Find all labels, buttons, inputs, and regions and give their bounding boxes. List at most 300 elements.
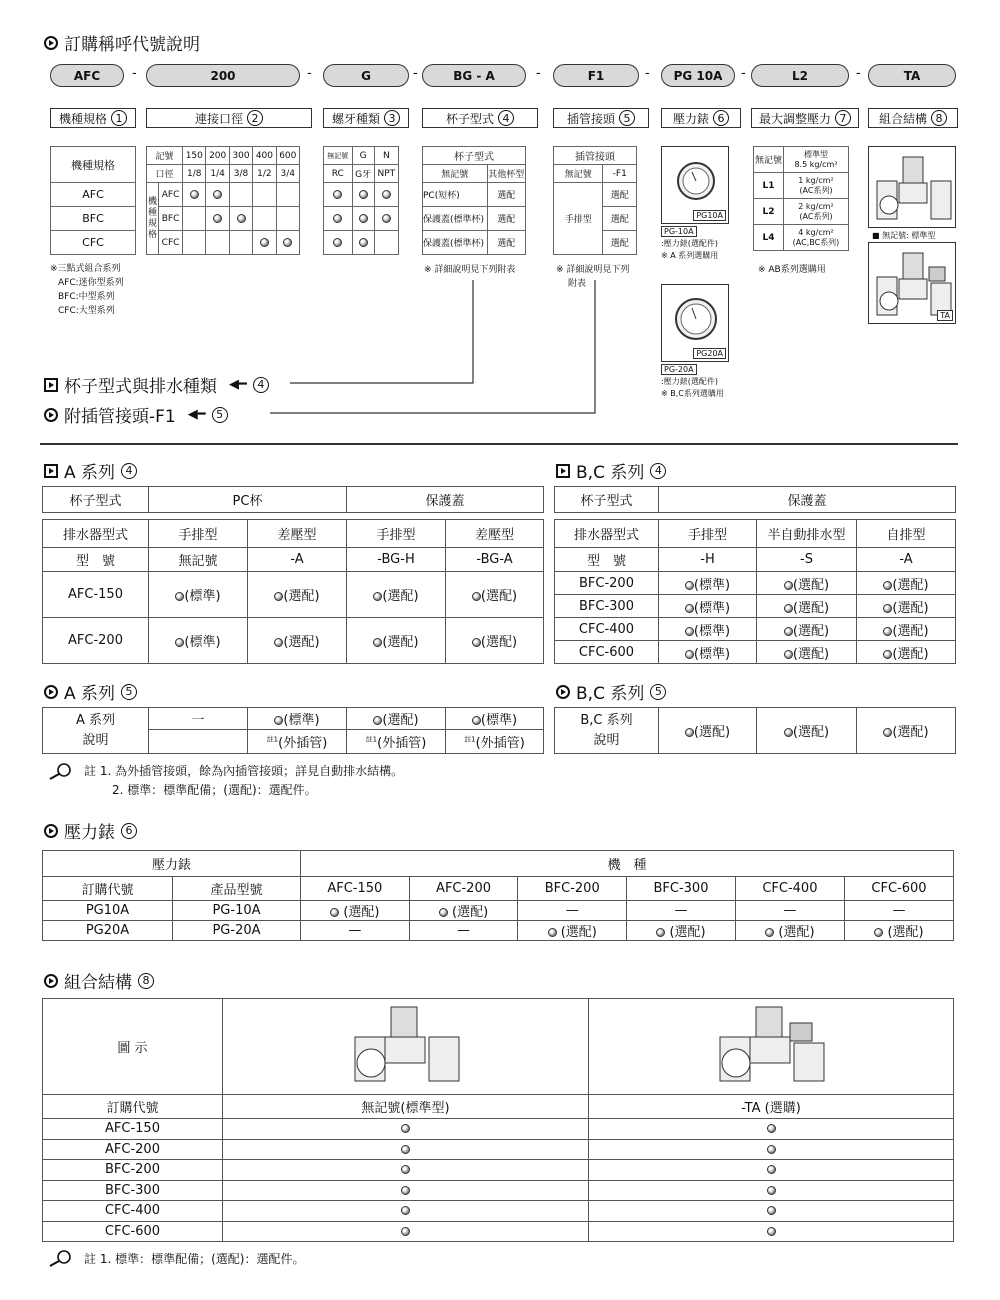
dot-icon: [784, 650, 793, 659]
code-pill-thread: [323, 64, 409, 87]
table-cell: 1/4: [206, 165, 229, 183]
table-cell: (選配): [892, 725, 929, 740]
subsection-text: 附插管接頭-F1: [64, 407, 176, 427]
num-circle: 5: [121, 684, 137, 700]
code-pill-cup: [422, 64, 526, 87]
bullet-icon: [44, 36, 58, 50]
table-cell: (標準): [693, 577, 731, 593]
section-a4: [44, 458, 137, 483]
table-cell: PG10A: [43, 901, 173, 921]
a4-table: [42, 519, 544, 664]
label-gauge: [661, 108, 741, 128]
dot-icon: [401, 1186, 410, 1195]
table-header: 機種規格: [51, 147, 136, 183]
label-cup: [422, 108, 538, 128]
table-cell: (標準): [693, 623, 731, 639]
dot-icon: [784, 604, 793, 613]
sup-note: 註1: [365, 735, 378, 744]
section-text: B,C 系列: [576, 463, 645, 483]
note-line: AFC:迷你型系列: [58, 278, 124, 288]
table-cell: 150: [183, 147, 206, 165]
table-cell: L4: [754, 225, 784, 251]
dot-icon: [359, 190, 368, 199]
table-cell: (選配): [480, 635, 518, 650]
table-cell: (選配): [792, 600, 830, 616]
bullet-icon: [44, 464, 58, 478]
table-cell: 手排型: [554, 183, 603, 255]
code-pill-fitting: [553, 64, 639, 87]
code-text: 200: [210, 68, 236, 83]
gauge-table: [42, 850, 954, 941]
dot-icon: [765, 928, 774, 937]
table-header: 手排型: [347, 520, 446, 548]
label-text: 連接口徑: [194, 111, 243, 126]
table-header: 壓力錶: [43, 851, 301, 877]
table-row-label: AFC-150: [43, 572, 149, 618]
sup-note: 註1: [266, 735, 279, 744]
table-cell: (選配): [792, 646, 830, 662]
table-cell: (標準): [283, 713, 320, 728]
dash: -: [413, 66, 418, 81]
table-cell: AFC: [51, 183, 136, 207]
num-circle: 5: [650, 684, 666, 700]
table-cell: BFC: [159, 207, 183, 231]
table-cell: (選配): [382, 635, 419, 650]
section-combo: [44, 968, 154, 993]
table-cell: -F1: [603, 165, 637, 183]
cell-line: (AC系列): [799, 211, 833, 221]
table-header: 訂購代號: [43, 877, 173, 901]
dot-icon: [767, 1124, 776, 1133]
note-line: 註 1. 標準：標準配備；(選配)：選配件。: [84, 1251, 305, 1266]
dot-icon: [685, 728, 694, 737]
table-header: BFC-200: [518, 877, 627, 901]
dot-icon: [767, 1165, 776, 1174]
table-cell: -BG-H: [347, 548, 446, 572]
fitting-table: [553, 146, 637, 255]
table-header: 訂購代號: [43, 1095, 223, 1119]
table-cell: (選配): [792, 577, 830, 593]
table-row-label: BFC-200: [555, 572, 659, 595]
num-circle: 4: [121, 463, 137, 479]
gauge-tag: PG20A: [693, 348, 726, 359]
table-cell: 600: [276, 147, 299, 165]
table-cell: (選配): [560, 925, 597, 940]
cell-line: 8.5 kg/cm²: [794, 159, 838, 169]
table-header: 排水器型式: [555, 520, 659, 548]
num-circle: 6: [121, 823, 137, 839]
dot-icon: [237, 214, 246, 223]
table-header: 排水器型式: [43, 520, 149, 548]
dot-icon: [439, 908, 448, 917]
dot-icon: [685, 627, 694, 636]
table-cell: L2: [754, 199, 784, 225]
dash: -: [132, 66, 137, 81]
bc4-table: [554, 519, 956, 664]
side-label: 機種規格: [147, 183, 159, 255]
label-text: 組合結構: [878, 111, 927, 126]
table-cell: 一: [149, 708, 248, 730]
table-cell: 300: [229, 147, 252, 165]
combo-table: [42, 998, 954, 1242]
table-cell: NPT: [374, 165, 398, 183]
table-header: PC杯: [149, 487, 347, 513]
dot-icon: [472, 592, 481, 601]
bullet-icon: [556, 464, 570, 478]
table-row-label: BFC-200: [43, 1160, 223, 1181]
dot-icon: [330, 908, 339, 917]
section-text: B,C 系列: [576, 684, 645, 704]
table-cell: BFC: [51, 207, 136, 231]
dot-icon: [213, 214, 222, 223]
bullet-icon: [556, 685, 570, 699]
combo-note: ■ 無記號: 標準型: [872, 231, 936, 240]
num-circle: 4: [498, 110, 514, 126]
table-cell: —: [627, 901, 736, 921]
table-header: 杯子型式: [423, 147, 526, 165]
pressure-table: [753, 146, 849, 251]
gauge-tag: PG10A: [693, 210, 726, 221]
table-cell: (選配): [283, 635, 320, 650]
table-cell: 無記號: [149, 548, 248, 572]
code-text: L2: [792, 68, 808, 83]
table-cell: N: [374, 147, 398, 165]
bc5-table: [554, 707, 956, 754]
section-a5: [44, 679, 137, 704]
table-cell: (選配): [283, 589, 320, 604]
cell-line: 1 kg/cm²: [798, 175, 834, 185]
table-header: 差壓型: [446, 520, 544, 548]
magnifier-icon: [46, 1249, 76, 1267]
table-cell: 選配: [603, 183, 637, 207]
table-cell: L1: [754, 173, 784, 199]
cell-line: 4 kg/cm²: [798, 227, 834, 237]
table-cell: 選配: [487, 183, 526, 207]
pressure-note: ※ AB系列選購用: [758, 265, 826, 275]
table-header: 記號: [147, 147, 183, 165]
table-cell: G: [352, 147, 374, 165]
table-cell: (選配): [778, 925, 815, 940]
gauge-label: PG-20A: [661, 364, 697, 375]
note-line: 附表: [568, 279, 587, 289]
dash: -: [645, 66, 650, 81]
code-text: PG 10A: [673, 68, 723, 83]
table-cell: -A: [857, 548, 956, 572]
table-cell: 200: [206, 147, 229, 165]
gauge-note-2: [661, 364, 724, 400]
table-header: 自排型: [857, 520, 956, 548]
dash: -: [741, 66, 746, 81]
dot-icon: [359, 214, 368, 223]
connector-lines: [270, 280, 610, 420]
section-bc5: [556, 679, 666, 704]
table-cell: (選配): [480, 589, 518, 604]
table-cell: -S: [757, 548, 857, 572]
code-pill-combo: [868, 64, 956, 87]
magnifier-icon: [46, 762, 76, 780]
table-cell: (選配): [382, 713, 419, 728]
table-header: 杯子型式: [555, 487, 659, 513]
bullet-icon: [44, 685, 58, 699]
dot-icon: [401, 1206, 410, 1215]
table-cell: 1/8: [183, 165, 206, 183]
section-gauge: [44, 818, 137, 843]
table-cell: -H: [659, 548, 757, 572]
table-cell: —: [518, 901, 627, 921]
dash: -: [856, 66, 861, 81]
cup-table: [422, 146, 526, 255]
dot-icon: [260, 238, 269, 247]
table-cell: PG-10A: [173, 901, 301, 921]
code-text: TA: [903, 68, 921, 83]
bullet-icon: [44, 824, 58, 838]
table-cell: —: [301, 921, 410, 941]
dot-icon: [333, 214, 342, 223]
table-cell: (選配): [887, 925, 924, 940]
cell-line: 說明: [82, 732, 109, 748]
cell-line: (AC系列): [799, 185, 833, 195]
note-line: BFC:中型系列: [58, 292, 115, 302]
gauge-label: PG-10A: [661, 226, 697, 237]
table-cell: (標準): [480, 713, 518, 728]
table-cell: 選配: [603, 231, 637, 255]
dash: -: [307, 66, 312, 81]
table-header: 產品型號: [173, 877, 301, 901]
table-header: 型 號: [43, 548, 149, 572]
dot-icon: [656, 928, 665, 937]
num-circle: 6: [713, 110, 729, 126]
table-cell: (選配): [892, 577, 929, 593]
table-row-label: CFC-400: [43, 1201, 223, 1222]
table-header: 半自動排水型: [757, 520, 857, 548]
dot-icon: [472, 716, 481, 725]
dot-icon: [382, 214, 391, 223]
table-cell: (選配): [382, 589, 419, 604]
table-row-label: AFC-200: [43, 1139, 223, 1160]
table-header: 杯子型式: [43, 487, 149, 513]
frl-standard-icon: [341, 1001, 471, 1089]
dot-icon: [472, 638, 481, 647]
table-cell: (標準): [693, 600, 731, 616]
sup-note: 註1: [464, 735, 476, 744]
table-cell: -BG-A: [446, 548, 544, 572]
table-header: 無記號(標準型): [223, 1095, 589, 1119]
dash: -: [536, 66, 541, 81]
model-note: [50, 262, 124, 318]
label-combo: [868, 108, 958, 128]
table-header: 圖 示: [43, 999, 223, 1095]
table-header: CFC-600: [844, 877, 953, 901]
table-cell: 其他杯型: [487, 165, 526, 183]
note-a: [46, 762, 403, 800]
frl-unit-icon: [869, 147, 957, 229]
table-header: 手排型: [149, 520, 248, 548]
label-text: 杯子型式: [445, 111, 494, 126]
num-circle: 7: [835, 110, 851, 126]
table-cell: 選配: [603, 207, 637, 231]
cell-line: 說明: [593, 732, 620, 748]
table-cell: (選配): [792, 623, 830, 639]
label-text: 機種規格: [58, 111, 107, 126]
table-cell: CFC: [51, 231, 136, 255]
table-header: AFC-200: [409, 877, 518, 901]
cell-line: 標準型: [804, 149, 828, 159]
combo-figure-2: [868, 242, 956, 324]
label-fitting: [553, 108, 649, 128]
subsection-cup: 杯子型式與排水種類 ◀━ 4: [44, 372, 269, 397]
table-header: 型 號: [555, 548, 659, 572]
num-circle: 3: [384, 110, 400, 126]
label-text: 插管接頭: [566, 111, 615, 126]
table-row-label: BFC-300: [555, 595, 659, 618]
table-header: BFC-300: [627, 877, 736, 901]
code-pill-pressure: [751, 64, 849, 87]
label-port: [146, 108, 312, 128]
table-cell: PC(短杯): [423, 183, 488, 207]
dot-icon: [213, 190, 222, 199]
bullet-icon: [44, 378, 58, 392]
section-bc4: [556, 458, 666, 483]
table-cell: PG-20A: [173, 921, 301, 941]
combo-tag: TA: [937, 310, 953, 321]
model-table: [50, 146, 136, 255]
table-header: -TA (選購): [589, 1095, 954, 1119]
table-cell: (選配): [343, 905, 380, 920]
num-circle: 5: [619, 110, 635, 126]
table-header: 手排型: [659, 520, 757, 548]
table-cell: G牙: [352, 165, 374, 183]
table-row-label: CFC-400: [555, 618, 659, 641]
table-cell: 保護蓋(標準杯): [423, 231, 488, 255]
table-header: 差壓型: [248, 520, 347, 548]
code-pill-port: [146, 64, 300, 87]
bc4-head-table: [554, 486, 956, 513]
label-text: 最大調整壓力: [758, 111, 831, 126]
table-cell: 400: [253, 147, 276, 165]
table-cell: (標準): [693, 646, 731, 662]
table-header: 保護蓋: [659, 487, 956, 513]
num-circle: 2: [247, 110, 263, 126]
table-cell: -A: [248, 548, 347, 572]
cell-line: (AC,BC系列): [792, 237, 840, 247]
num-circle: 5: [212, 407, 228, 423]
table-cell: 無記號: [324, 147, 353, 165]
dot-icon: [401, 1145, 410, 1154]
table-cell: 無記號: [554, 165, 603, 183]
a4-head-table: [42, 486, 544, 513]
dot-icon: [784, 581, 793, 590]
table-cell: RC: [324, 165, 353, 183]
code-text: G: [361, 68, 371, 83]
section-text: A 系列: [64, 463, 116, 483]
table-cell: PG20A: [43, 921, 173, 941]
table-cell: (選配): [892, 623, 929, 639]
note-line: ※三點式組合系列: [50, 264, 121, 274]
table-cell: AFC: [159, 183, 183, 207]
table-cell: (標準): [184, 589, 221, 604]
label-text: 螺牙種類: [331, 111, 380, 126]
code-text: AFC: [73, 68, 101, 83]
table-row-label: AFC-150: [43, 1119, 223, 1140]
note-line: :壓力錶(選配件): [661, 377, 718, 386]
dot-icon: [685, 604, 694, 613]
divider: [40, 443, 958, 445]
dot-icon: [767, 1186, 776, 1195]
table-cell: (選配): [669, 925, 706, 940]
cup-note: ※ 詳細說明見下列附表: [424, 265, 516, 275]
dot-icon: [401, 1165, 410, 1174]
table-cell: (選配): [792, 725, 830, 740]
table-cell: —: [735, 901, 844, 921]
cell-line: B,C 系列: [580, 712, 633, 728]
table-cell: CFC: [159, 231, 183, 255]
table-cell: (外插管): [377, 736, 427, 751]
num-circle: 1: [111, 110, 127, 126]
dot-icon: [767, 1206, 776, 1215]
table-cell: (選配): [892, 600, 929, 616]
bullet-icon: [44, 974, 58, 988]
dot-icon: [190, 190, 199, 199]
table-cell: 3/4: [276, 165, 299, 183]
cell-line: A 系列: [75, 712, 116, 728]
table-cell: (外插管): [278, 736, 328, 751]
table-header: AFC-150: [301, 877, 410, 901]
code-pill-model: [50, 64, 124, 87]
note-line: ※ B,C系列選購用: [661, 389, 724, 398]
frl-ta-icon: [706, 1001, 836, 1089]
table-cell: (標準): [184, 635, 221, 650]
section-text: 壓力錶: [64, 823, 115, 843]
combo-figure-1: [868, 146, 956, 228]
table-cell: 選配: [487, 231, 526, 255]
table-cell: 選配: [487, 207, 526, 231]
dot-icon: [685, 650, 694, 659]
note-line: 註 1. 為外插管接頭，餘為內插管接頭；詳見自動排水結構。: [84, 764, 404, 778]
dot-icon: [548, 928, 557, 937]
title-text: 訂購稱呼代號說明: [64, 35, 200, 55]
section-text: 組合結構: [64, 973, 132, 993]
gauge-figure-1: [661, 146, 729, 224]
table-cell: (選配): [452, 905, 489, 920]
num-circle: 4: [253, 377, 269, 393]
table-row-label: BFC-300: [43, 1180, 223, 1201]
dot-icon: [685, 581, 694, 590]
dot-icon: [767, 1145, 776, 1154]
table-cell: 1/2: [253, 165, 276, 183]
table-row-label: CFC-600: [555, 641, 659, 664]
gauge-note-1: [661, 226, 718, 262]
subsection-fitting: 附插管接頭-F1 ◀━ 5: [44, 402, 228, 427]
table-header: 口徑: [147, 165, 183, 183]
code-text: F1: [587, 68, 605, 83]
dot-icon: [359, 238, 368, 247]
note-line: ※ 詳細說明見下列: [556, 265, 630, 275]
table-header: 保護蓋: [347, 487, 544, 513]
table-cell: (選配): [693, 725, 731, 740]
dot-icon: [401, 1227, 410, 1236]
port-table: [146, 146, 300, 255]
code-text: BG - A: [453, 68, 495, 83]
label-model: [50, 108, 136, 128]
section-text: A 系列: [64, 684, 116, 704]
table-cell: 保護蓋(標準杯): [423, 207, 488, 231]
dot-icon: [333, 190, 342, 199]
code-pill-gauge: [661, 64, 735, 87]
a5-table: [42, 707, 544, 754]
thread-table: [323, 146, 399, 255]
dot-icon: [767, 1227, 776, 1236]
dot-icon: [784, 627, 793, 636]
